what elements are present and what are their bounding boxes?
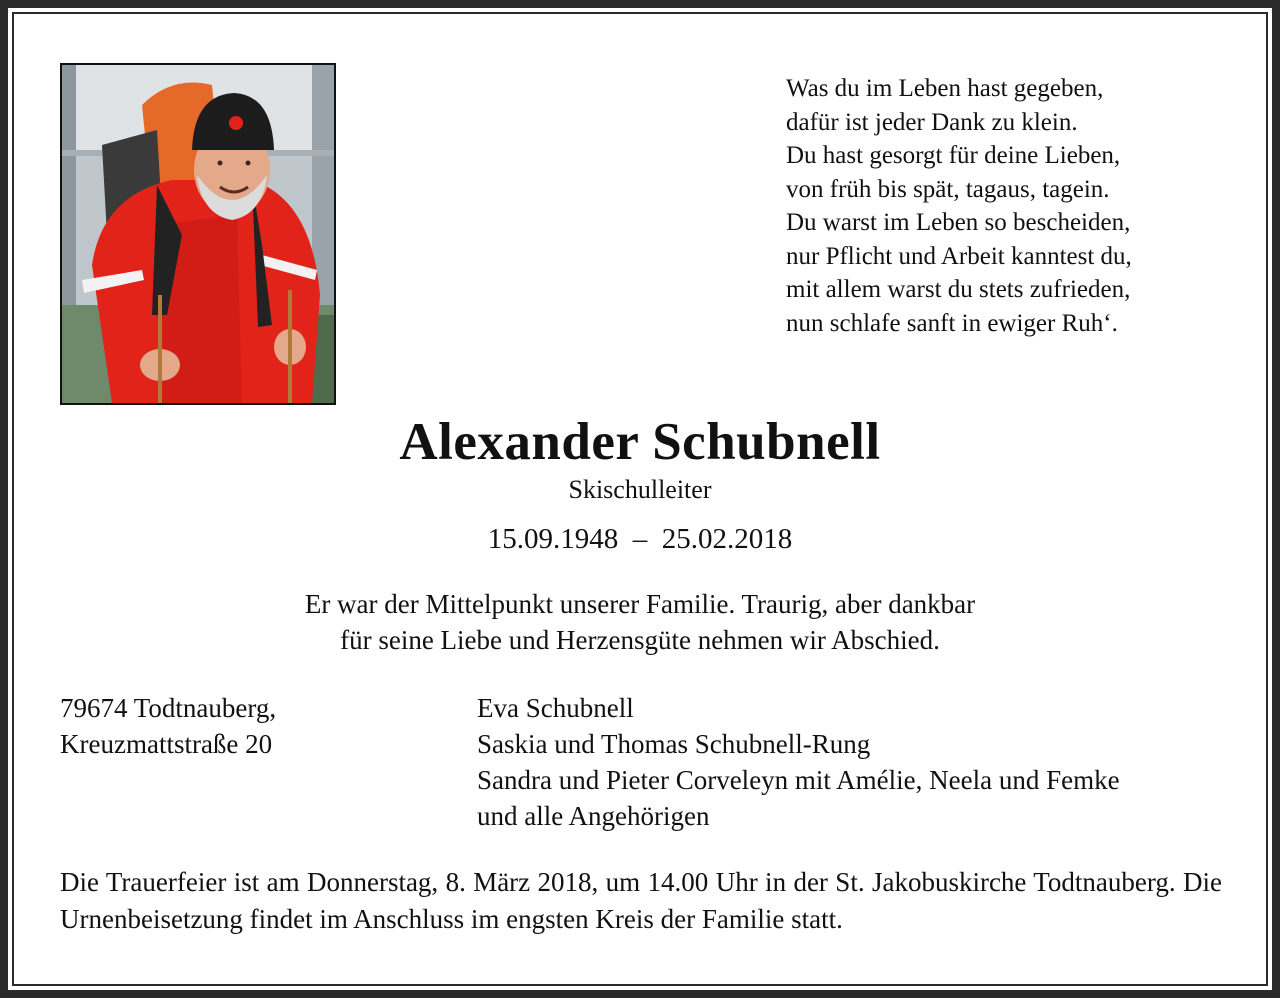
tribute-line: für seine Liebe und Herzensgüte nehmen wir Abschied.	[340, 625, 940, 655]
tribute-text	[0, 586, 1280, 658]
deceased-role: Skischulleiter	[568, 475, 712, 504]
address-line: Kreuzmattstraße 20	[60, 729, 273, 759]
poem-line: mit allem warst du stets zufrieden,	[786, 276, 1131, 303]
poem-line: nun schlafe sanft in ewiger Ruh‘.	[786, 309, 1118, 337]
address-line: 79674 Todtnauberg,	[60, 693, 277, 723]
poem-line: nur Pflicht und Arbeit kanntest du,	[786, 242, 1132, 270]
poem	[786, 72, 1246, 340]
mourner-line: Saskia und Thomas Schubnell-Rung	[477, 729, 871, 759]
family-address	[60, 690, 440, 762]
mourners-list	[477, 690, 1257, 834]
mourner-line: und alle Angehörigen	[477, 801, 710, 831]
life-dates: 15.09.1948 – 25.02.2018	[487, 523, 793, 555]
mourner-line: Eva Schubnell	[477, 693, 634, 723]
funeral-notice: Die Trauerfeier ist am Donnerstag, 8. März 2018, um 14.00 Uhr in der St. Jakobuskirche Todtnauberg. Die Urnenbeisetzung findet im Anschluss im engsten Kreis der Familie statt.	[60, 867, 1222, 934]
tribute-line: Er war der Mittelpunkt unserer Familie. Traurig, aber dankbar	[304, 589, 976, 619]
poem-line: Du hast gesorgt für deine Lieben,	[786, 142, 1121, 169]
poem-line: Du warst im Leben so bescheiden,	[786, 209, 1131, 236]
poem-line: Was du im Leben hast gegeben,	[786, 75, 1104, 102]
poem-line: dafür ist jeder Dank zu klein.	[786, 108, 1078, 136]
portrait-photo	[60, 63, 336, 405]
portrait-illustration	[62, 65, 334, 403]
mourner-line: Sandra und Pieter Corveleyn mit Amélie, Neela und Femke	[477, 765, 1120, 795]
deceased-name: Alexander Schubnell	[399, 413, 881, 471]
poem-line: von früh bis spät, tagaus, tagein.	[786, 175, 1110, 203]
